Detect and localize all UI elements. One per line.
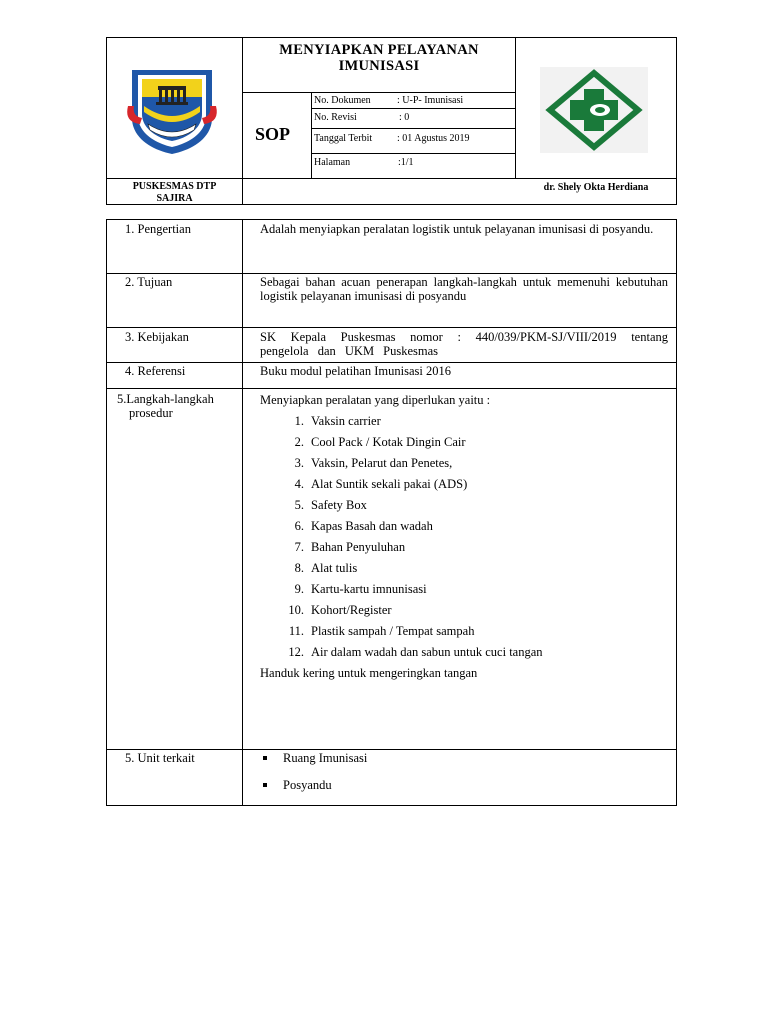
bullet-icon <box>263 756 267 760</box>
prosedur-item-number: 6. <box>294 519 304 533</box>
prosedur-item-number: 9. <box>294 582 304 596</box>
content-divider <box>106 327 677 328</box>
referensi-label: 4. Referensi <box>125 364 186 378</box>
prosedur-item-text: Safety Box <box>311 498 367 512</box>
prosedur-item-number: 3. <box>294 456 304 470</box>
header-divider <box>106 178 677 179</box>
bullet-icon <box>263 783 267 787</box>
unit-label: 5. Unit terkait <box>125 751 195 765</box>
prosedur-item-text: Vaksin, Pelarut dan Penetes, <box>311 456 453 470</box>
unit-item: Posyandu <box>283 778 332 792</box>
kebijakan-label: 3. Kebijakan <box>125 330 189 344</box>
referensi-text: Buku modul pelatihan Imunisasi 2016 <box>260 364 451 378</box>
header-divider <box>311 92 312 178</box>
prosedur-item-text: Air dalam wadah dan sabun untuk cuci tangan <box>311 645 543 659</box>
tujuan-text: Sebagai bahan acuan penerapan langkah-langkah untuk memenuhi kebutuhan logistik pelayanan imunisasi di posyandu <box>260 275 668 303</box>
organization-name <box>107 181 242 205</box>
prosedur-closing: Handuk kering untuk mengeringkan tangan <box>260 666 478 680</box>
document-title <box>243 42 515 74</box>
prosedur-item-text: Kohort/Register <box>311 603 392 617</box>
prosedur-item-text: Bahan Penyuluhan <box>311 540 406 554</box>
prosedur-item-number: 5. <box>294 498 304 512</box>
page-label: Halaman <box>314 157 351 168</box>
organization-name-line2: SAJIRA <box>156 193 193 204</box>
pengertian-text: Adalah menyiapkan peralatan logistik untuk pelayanan imunisasi di posyandu. <box>260 222 654 236</box>
kebijakan-text: SK Kepala Puskesmas nomor : 440/039/PKM-SJ/VIII/2019 tentang pengelola dan UKM Puskesmas <box>260 330 668 358</box>
prosedur-item-number: 10. <box>288 603 304 617</box>
prosedur-item-number: 11. <box>288 624 304 638</box>
prosedur-item-text: Alat tulis <box>311 561 358 575</box>
prosedur-item-number: 4. <box>294 477 304 491</box>
prosedur-label-line1: 5.Langkah-langkah <box>117 392 214 406</box>
content-divider <box>106 362 677 363</box>
prosedur-item-number: 8. <box>294 561 304 575</box>
prosedur-item-text: Kapas Basah dan wadah <box>311 519 433 533</box>
lebak-emblem-logo <box>124 66 220 156</box>
content-divider <box>106 388 677 389</box>
prosedur-item-text: Cool Pack / Kotak Dingin Cair <box>311 435 466 449</box>
date-value: : 01 Agustus 2019 <box>397 133 470 144</box>
header-divider <box>311 153 515 154</box>
header-divider <box>311 108 515 109</box>
prosedur-item-text: Vaksin carrier <box>311 414 381 428</box>
unit-item: Ruang Imunisasi <box>283 751 368 765</box>
prosedur-intro: Menyiapkan peralatan yang diperlukan yaitu : <box>260 393 491 407</box>
document-title-line1: MENYIAPKAN PELAYANAN <box>279 42 479 58</box>
revision-value: : 0 <box>399 112 410 123</box>
date-label: Tanggal Terbit <box>314 133 373 144</box>
organization-name-line1: PUSKESMAS DTP <box>132 181 217 192</box>
prosedur-item-number: 1. <box>294 414 304 428</box>
doc-no-label: No. Dokumen <box>314 95 371 106</box>
signatory-name: dr. Shely Okta Herdiana <box>543 182 649 193</box>
doc-no-value: : U-P- Imunisasi <box>397 95 464 106</box>
pengertian-label: 1. Pengertian <box>125 222 191 236</box>
prosedur-item-text: Kartu-kartu imnunisasi <box>311 582 427 596</box>
prosedur-item-number: 2. <box>294 435 304 449</box>
page-value: :1/1 <box>398 157 414 168</box>
document-title-line2: IMUNISASI <box>338 58 420 74</box>
prosedur-item-number: 12. <box>288 645 304 659</box>
prosedur-label-line2: prosedur <box>129 406 173 420</box>
content-divider <box>106 273 677 274</box>
revision-label: No. Revisi <box>314 112 357 123</box>
puskesmas-cross-logo <box>540 67 648 153</box>
prosedur-item-text: Plastik sampah / Tempat sampah <box>311 624 475 638</box>
header-divider <box>515 37 516 178</box>
sop-label: SOP <box>255 124 291 144</box>
prosedur-item-number: 7. <box>294 540 304 554</box>
tujuan-label: 2. Tujuan <box>125 275 173 289</box>
header-divider <box>311 128 515 129</box>
header-divider <box>242 92 515 93</box>
content-divider <box>106 749 677 750</box>
prosedur-item-text: Alat Suntik sekali pakai (ADS) <box>311 477 468 491</box>
